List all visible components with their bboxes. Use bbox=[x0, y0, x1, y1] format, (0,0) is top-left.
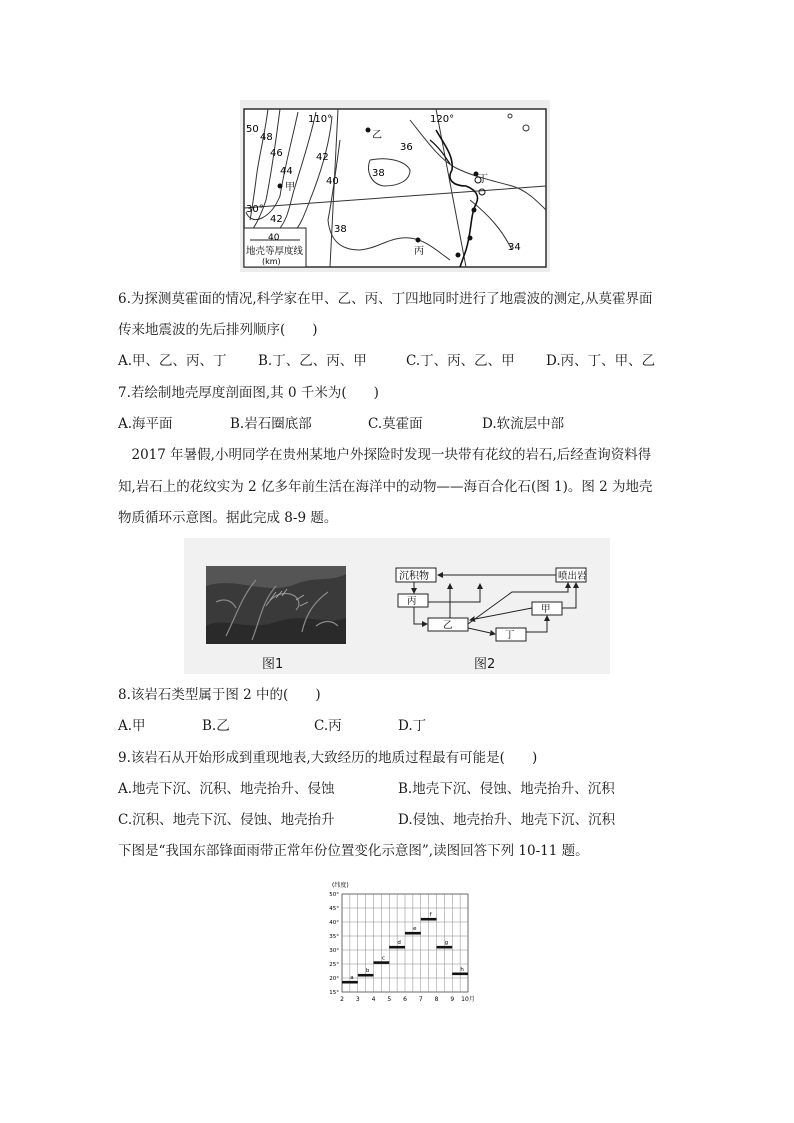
fossil-photo bbox=[206, 566, 346, 644]
q6-option-b[interactable]: B.丁、乙、丙、甲 bbox=[258, 353, 367, 369]
rain-band-f bbox=[421, 918, 437, 921]
contour-label-34: 34 bbox=[508, 242, 521, 253]
contour-label-38a: 38 bbox=[372, 168, 385, 179]
contour-label-48: 48 bbox=[260, 132, 273, 143]
rain-band-label: a bbox=[350, 975, 354, 982]
legend-value: 40 bbox=[268, 233, 280, 243]
box-jia: 甲 bbox=[541, 604, 551, 615]
contour-label-46: 46 bbox=[270, 148, 283, 159]
q9-option-d[interactable]: D.侵蚀、地壳抬升、地壳下沉、沉积 bbox=[398, 812, 616, 828]
chart-x-tick: 3 bbox=[355, 996, 360, 1003]
contour-label-40: 40 bbox=[326, 176, 339, 187]
legend-unit: (km) bbox=[262, 257, 281, 266]
rock-cycle-diagram bbox=[392, 562, 588, 646]
chart-ylabel: (纬度) bbox=[332, 882, 349, 889]
passage-line2: 知,岩石上的花纹实为 2 亿多年前生活在海洋中的动物——海百合化石(图 1)。图 2 为地壳 bbox=[118, 479, 653, 495]
contour-label-50: 50 bbox=[246, 124, 259, 135]
place-ding: 丁 bbox=[478, 174, 488, 185]
rain-belt-chart bbox=[318, 872, 478, 1004]
q6-line1: 6.为探测莫霍面的情况,科学家在甲、乙、丙、丁四地同时进行了地震波的测定,从莫霍界面 bbox=[118, 291, 653, 307]
lon-label-120: 120° bbox=[430, 114, 455, 125]
rain-band-label: f bbox=[429, 912, 432, 919]
q7-option-c[interactable]: C.莫霍面 bbox=[368, 416, 423, 432]
q7-option-b[interactable]: B.岩石圈底部 bbox=[230, 416, 312, 432]
chart-x-tick: 9 bbox=[450, 996, 455, 1003]
chart-y-tick: 50° bbox=[329, 892, 339, 898]
chart-x-tick: 5 bbox=[387, 996, 392, 1003]
q8-option-d[interactable]: D.丁 bbox=[398, 718, 427, 734]
contour-label-38b: 38 bbox=[334, 224, 347, 235]
chart-x-tick: 6 bbox=[403, 996, 407, 1003]
box-extrusive: 喷出岩 bbox=[558, 571, 587, 582]
chart-x-tick: 10月 bbox=[461, 996, 475, 1003]
q7-stem: 7.若绘制地壳厚度剖面图,其 0 千米为( ) bbox=[118, 385, 379, 401]
rain-band-b bbox=[358, 974, 374, 977]
q7-option-d[interactable]: D.软流层中部 bbox=[482, 416, 565, 432]
q8-option-b[interactable]: B.乙 bbox=[202, 718, 230, 734]
contour-label-42a: 42 bbox=[270, 214, 283, 225]
rain-band-g bbox=[437, 946, 453, 949]
rain-band-label: h bbox=[460, 966, 464, 973]
box-yi: 乙 bbox=[443, 620, 453, 631]
q6-option-a[interactable]: A.甲、乙、丙、丁 bbox=[118, 353, 227, 369]
rain-band-label: c bbox=[381, 955, 385, 962]
chart-x-tick: 4 bbox=[371, 996, 376, 1003]
q8-stem: 8.该岩石类型属于图 2 中的( ) bbox=[118, 687, 321, 703]
rain-band-label: e bbox=[413, 926, 417, 933]
rain-band-a bbox=[342, 981, 358, 984]
chart-y-tick: 45° bbox=[329, 906, 339, 912]
chart-y-tick: 15° bbox=[329, 990, 339, 996]
rain-band-e bbox=[405, 932, 421, 935]
lat-label-30: 30° bbox=[246, 204, 264, 215]
q9-stem: 9.该岩石从开始形成到重现地表,大致经历的地质过程最有可能是( ) bbox=[118, 750, 538, 766]
rain-band-c bbox=[374, 961, 390, 964]
fig1-caption: 图1 bbox=[262, 657, 284, 672]
lon-label-110: 110° bbox=[308, 114, 333, 125]
chart-y-tick: 25° bbox=[329, 962, 339, 968]
q8-option-a[interactable]: A.甲 bbox=[118, 718, 146, 734]
crust-thickness-map bbox=[240, 100, 550, 272]
chart-x-tick: 2 bbox=[340, 996, 344, 1003]
place-bing: 丙 bbox=[414, 246, 424, 257]
contour-label-36: 36 bbox=[400, 142, 413, 153]
rain-band-label: d bbox=[397, 940, 401, 947]
q8-option-c[interactable]: C.丙 bbox=[314, 718, 342, 734]
box-bing: 丙 bbox=[407, 596, 417, 607]
q6-option-c[interactable]: C.丁、丙、乙、甲 bbox=[406, 353, 515, 369]
chart-x-tick: 7 bbox=[418, 996, 423, 1003]
passage-line1: 2017 年暑假,小明同学在贵州某地户外探险时发现一块带有花纹的岩石,后经查询资料得 bbox=[118, 447, 652, 463]
q10-intro: 下图是“我国东部锋面雨带正常年份位置变化示意图”,读图回答下列 10-11 题。 bbox=[118, 843, 589, 859]
chart-y-tick: 20° bbox=[329, 976, 339, 982]
chart-x-tick: 8 bbox=[434, 996, 439, 1003]
rain-band-label: g bbox=[444, 940, 449, 947]
q9-option-a[interactable]: A.地壳下沉、沉积、地壳抬升、侵蚀 bbox=[118, 781, 335, 797]
chart-y-tick: 40° bbox=[329, 920, 339, 926]
q7-option-a[interactable]: A.海平面 bbox=[118, 416, 173, 432]
place-yi: 乙 bbox=[372, 130, 382, 141]
rain-band-d bbox=[389, 946, 405, 949]
q9-option-c[interactable]: C.沉积、地壳下沉、侵蚀、地壳抬升 bbox=[118, 812, 335, 828]
place-jia: 甲 bbox=[285, 182, 295, 193]
box-sediment: 沉积物 bbox=[399, 571, 429, 582]
passage-line3: 物质循环示意图。据此完成 8-9 题。 bbox=[118, 510, 338, 526]
rain-band-label: b bbox=[365, 968, 370, 975]
rain-band-h bbox=[452, 973, 468, 976]
q6-option-d[interactable]: D.丙、丁、甲、乙 bbox=[546, 353, 656, 369]
q9-option-b[interactable]: B.地壳下沉、侵蚀、地壳抬升、沉积 bbox=[398, 781, 615, 797]
q6-line2: 传来地震波的先后排列顺序( ) bbox=[118, 322, 318, 338]
chart-y-tick: 35° bbox=[329, 934, 339, 940]
chart-y-tick: 30° bbox=[329, 948, 339, 954]
box-ding: 丁 bbox=[505, 630, 515, 641]
contour-label-44: 44 bbox=[280, 166, 293, 177]
contour-label-42b: 42 bbox=[316, 152, 329, 163]
legend-label: 地壳等厚度线 bbox=[246, 246, 304, 257]
fig2-caption: 图2 bbox=[474, 657, 496, 672]
